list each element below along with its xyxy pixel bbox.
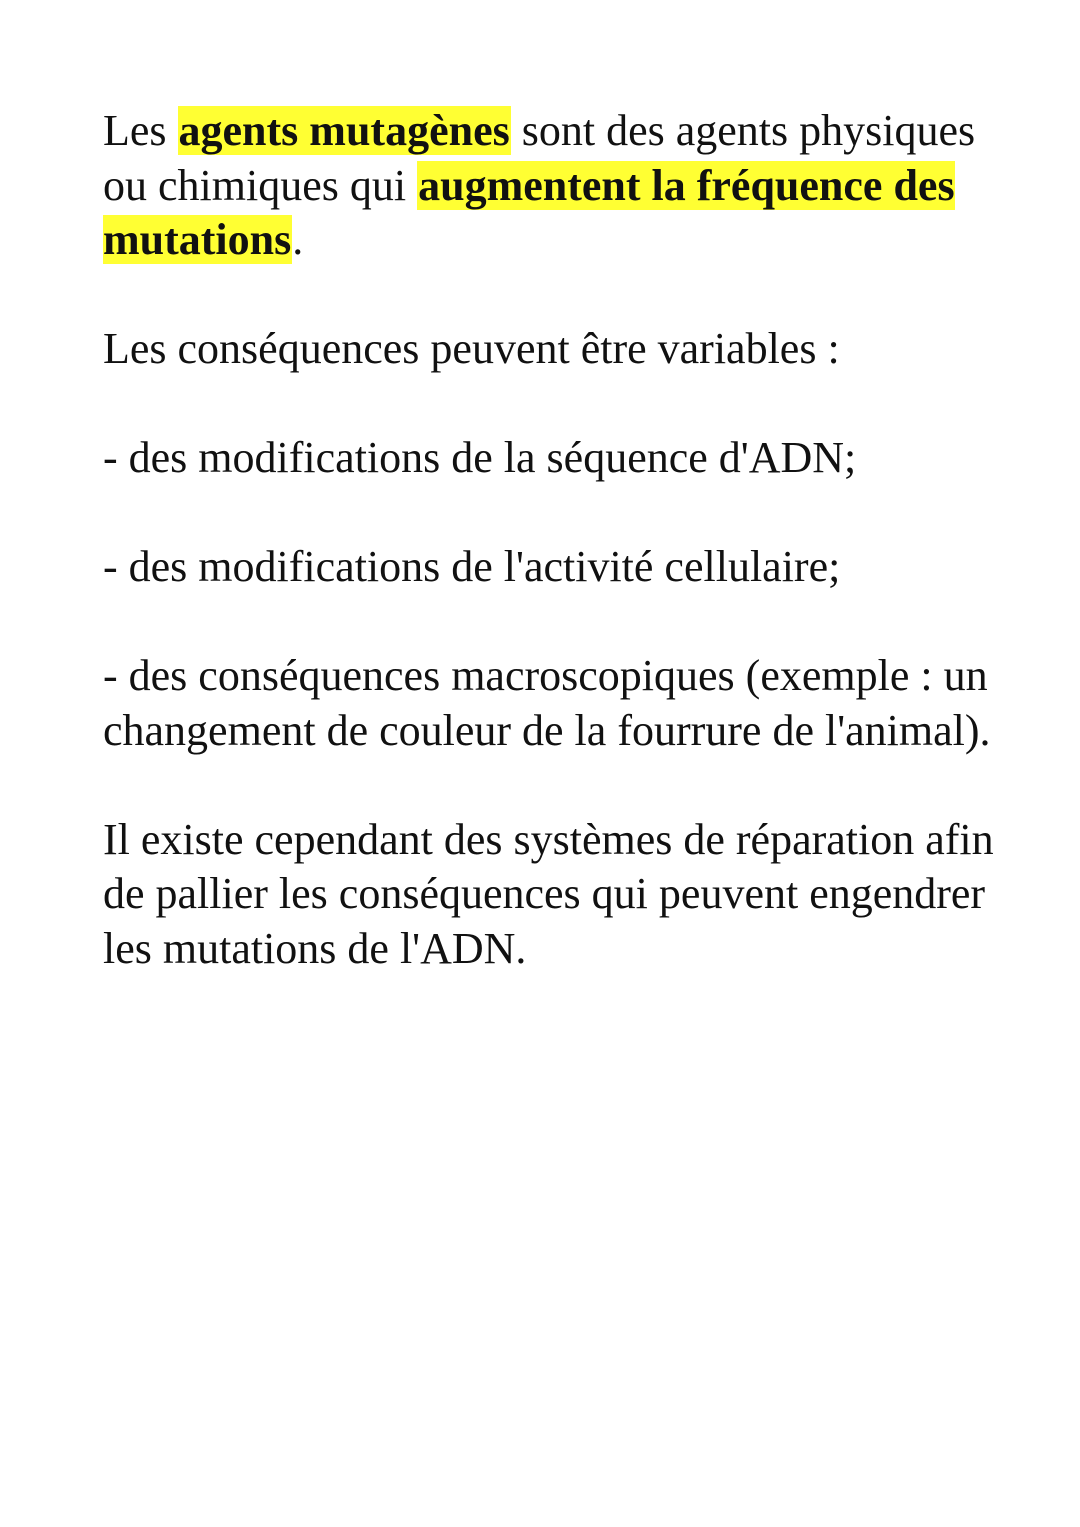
paragraph-reparation: Il existe cependant des systèmes de réparation afin de pallier les conséquences qui peuvent engendrer les mutations de l'ADN. bbox=[103, 814, 994, 973]
paragraph-consequences-intro: Les conséquences peuvent être variables : bbox=[103, 324, 840, 373]
list-item-macroscopiques: - des conséquences macroscopiques (exemple : un changement de couleur de la fourrure de l'animal). bbox=[103, 651, 991, 755]
document-page bbox=[103, 104, 1003, 976]
highlight-agents-mutagenes: agents mutagènes bbox=[178, 106, 510, 155]
highlight-augmentent-frequence: augmentent la fréquence des mutations bbox=[103, 160, 955, 264]
text-segment: . bbox=[292, 215, 304, 264]
text-segment: sont des agents physiques ou chimiques qui bbox=[103, 106, 976, 210]
list-item-sequence: - des modifications de la séquence d'ADN; bbox=[103, 433, 857, 482]
text-segment: Les bbox=[103, 106, 178, 155]
paragraph-definition bbox=[103, 104, 1003, 268]
list-item-activite: - des modifications de l'activité cellulaire; bbox=[103, 542, 841, 591]
